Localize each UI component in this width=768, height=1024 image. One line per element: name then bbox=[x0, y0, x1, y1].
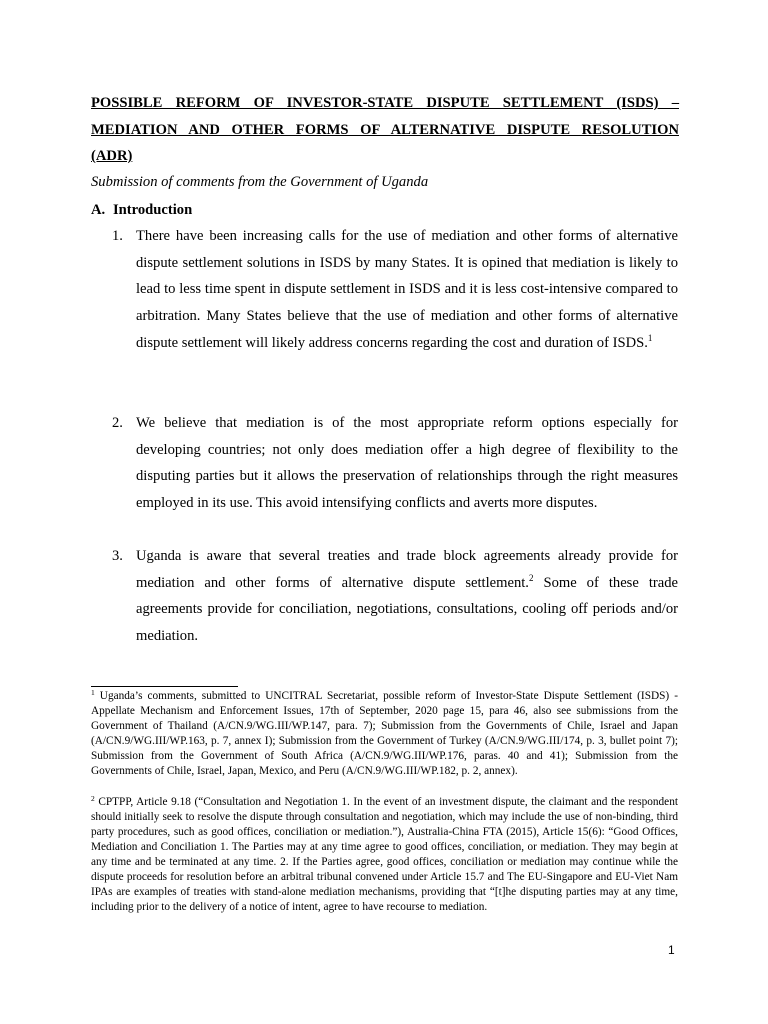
paragraph-text-before: Uganda is aware that several treaties and trade block agreements already provide for mediation and other forms of alternative dispute settlement. bbox=[136, 548, 678, 591]
paragraph-number: 2. bbox=[112, 415, 123, 431]
page-number: 1 bbox=[668, 943, 675, 957]
document-subtitle: Submission of comments from the Government of Uganda bbox=[91, 174, 429, 190]
footnote-1 bbox=[91, 689, 678, 779]
paragraph-3 bbox=[112, 543, 678, 650]
footnote-text: Uganda’s comments, submitted to UNCITRAL Secretariat, possible reform of Investor-State Dispute Settlement (ISDS) - Appellate Mechanism and Enforcement Issues, 17th of September, 2020 page 15, para 46, also see submissions from the Government of Thailand (A/CN.9/WG.III/WP.147, para. 7); Submission from the Governments of Chile, Israel and Japan (A/CN.9/WG.III/WP.163, p. 7, annex I); Submission from the Government of Turkey (A/CN.9/WG.III/174, p. 3, bullet point 7); Submission from the Government of South Africa (A/CN.9/WG.III/WP.176, paras. 40 and 41); Submission from the Governments of Chile, Israel, Japan, Mexico, and Peru (A/CN.9/WG.III/WP.182, p. 2, annex). bbox=[91, 690, 678, 777]
paragraph-1 bbox=[112, 223, 678, 357]
footnote-separator bbox=[91, 686, 238, 687]
footnote-number: 1 bbox=[91, 688, 95, 697]
title-line-1: POSSIBLE REFORM OF INVESTOR-STATE DISPUTE SETTLEMENT (ISDS) – bbox=[91, 95, 679, 111]
footnote-text: CPTPP, Article 9.18 (“Consultation and Negotiation 1. In the event of an investment dispute, the claimant and the respondent should initially seek to resolve the dispute through consultation and negotiation, which may include the use of non-binding, third party procedures, such as good offices, conciliation or mediation.”), Australia-China FTA (2015), Article 15(6): “Good Offices, Mediation and Conciliation 1. The Parties may at any time agree to good offices, conciliation, or mediation. They may begin at any time and be terminated at any time. 2. If the Parties agree, good offices, conciliation or mediation may continue while the dispute proceeds for resolution before an arbitral tribunal convened under Article 15.7 and The EU-Singapore and EU-Viet Nam IPAs are examples of treaties with stand-alone mediation mechanisms, providing that “[t]he disputing parties may at any time, including prior to the delivery of a notice of intent, agree to have recourse to mediation. bbox=[91, 796, 678, 913]
paragraph-text: There have been increasing calls for the use of mediation and other forms of alternative dispute settlement solutions in ISDS by many States. It is opined that mediation is likely to lead to less time spent in dispute settlement in ISDS and it is less cost-intensive compared to arbitration. Many States believe that the use of mediation and other forms of alternative dispute settlement will likely address concerns regarding the cost and duration of ISDS. bbox=[136, 228, 678, 351]
title-line-2: MEDIATION AND OTHER FORMS OF ALTERNATIVE DISPUTE RESOLUTION bbox=[91, 121, 679, 138]
section-label: Introduction bbox=[113, 202, 193, 218]
footnote-ref-2[interactable]: 2 bbox=[528, 572, 534, 583]
document-title bbox=[91, 90, 679, 170]
paragraph-text: We believe that mediation is of the most appropriate reform options especially for developing countries; not only does mediation offer a high degree of flexibility to the disputing parties but it allows the preservation of relationships through the right measures employed in its use. This avoid intensifying conflicts and averts more disputes. bbox=[136, 415, 678, 512]
paragraph-number: 3. bbox=[112, 548, 123, 564]
footnote-ref-1[interactable]: 1 bbox=[647, 332, 653, 343]
paragraph-2 bbox=[112, 410, 678, 517]
footnote-2 bbox=[91, 795, 678, 915]
title-line-3: (ADR) bbox=[91, 148, 133, 164]
paragraph-number: 1. bbox=[112, 228, 123, 244]
section-letter: A. bbox=[91, 202, 106, 218]
footnote-number: 2 bbox=[91, 794, 95, 803]
section-heading bbox=[91, 197, 192, 223]
paragraph-text-after: Some of these trade agreements provide for conciliation, negotiations, consultations, cooling off periods and/or mediation. bbox=[136, 574, 678, 645]
